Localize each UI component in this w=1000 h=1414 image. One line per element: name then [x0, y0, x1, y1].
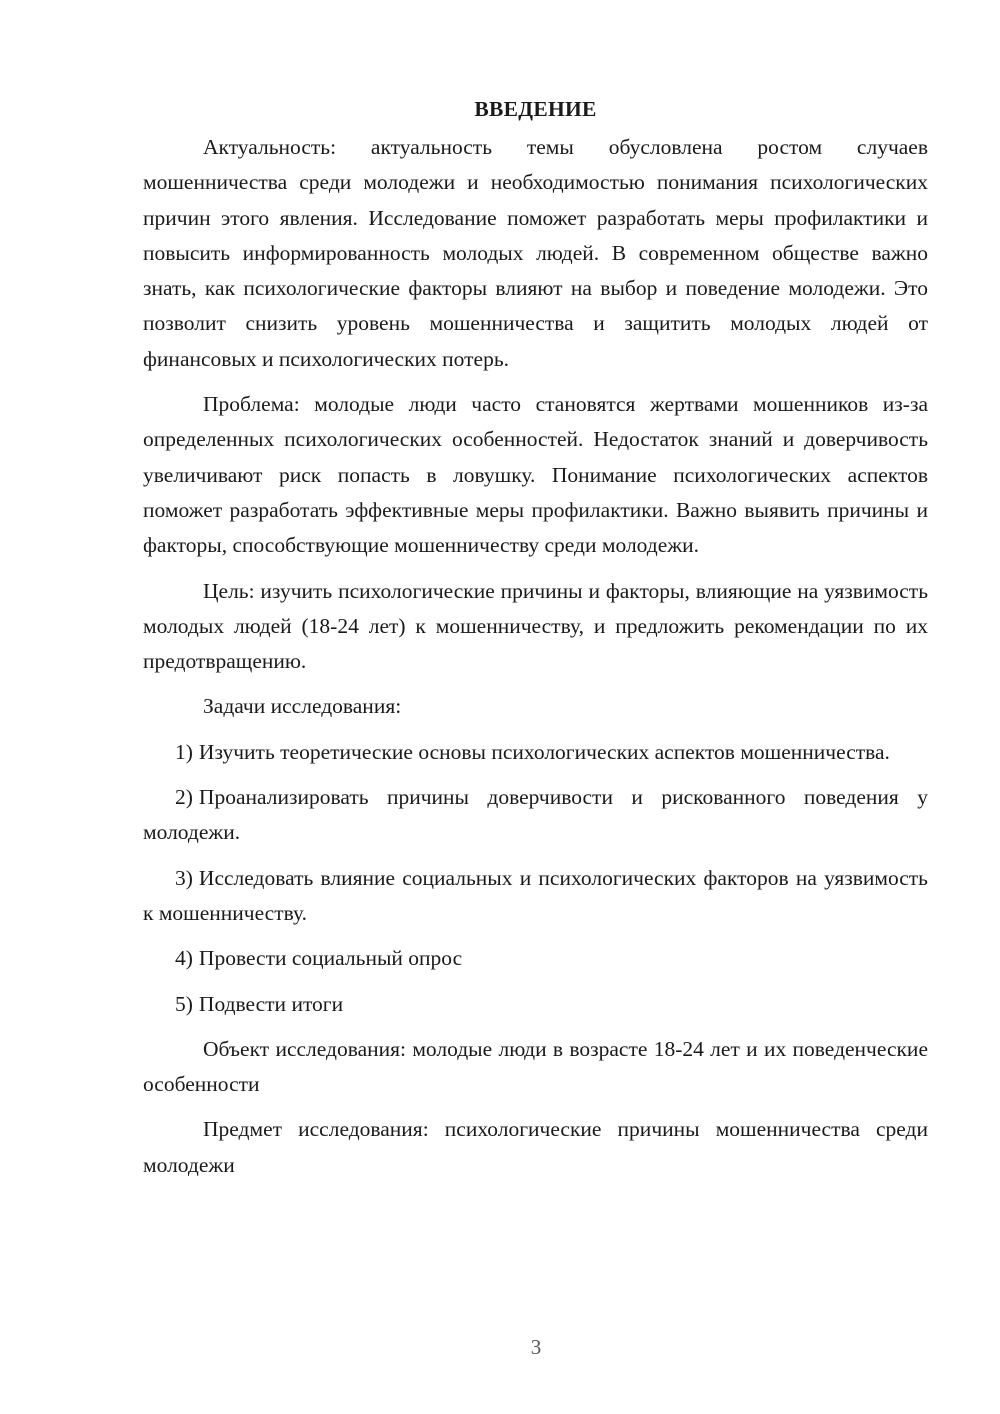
- paragraph-problem: Проблема: молодые люди часто становятся жертвами мошенников из-за определенных психологических особенностей. Недостаток знаний и доверчивость увеличивают риск попасть в ловушку. Понимание психологических аспектов поможет разработать эффективные меры профилактики. Важно выявить причины и факторы, способствующие мошенничеству среди молодежи.: [143, 392, 928, 558]
- section-title: ВВЕДЕНИЕ: [474, 97, 597, 121]
- tasks-list: [143, 735, 928, 1022]
- list-item-text: Проанализировать причины доверчивости и рискованного поведения у молодежи.: [143, 785, 928, 845]
- list-item-number: 3): [175, 865, 193, 890]
- list-item-number: 1): [175, 739, 193, 764]
- page-content: [143, 92, 928, 1193]
- list-item-text: Изучить теоретические основы психологических аспектов мошенничества.: [198, 739, 890, 764]
- page-number: 3: [530, 1335, 542, 1359]
- paragraph-object: Объект исследования: молодые люди в возрасте 18-24 лет и их поведенческие особенности: [143, 1036, 928, 1097]
- list-item: [143, 987, 928, 1022]
- paragraph-subject: Предмет исследования: психологические причины мошенничества среди молодежи: [143, 1117, 928, 1177]
- list-item-number: 5): [175, 991, 193, 1016]
- list-item-text: Исследовать влияние социальных и психологических факторов на уязвимость к мошенничеству.: [143, 865, 928, 925]
- list-item-text: Провести социальный опрос: [198, 946, 463, 971]
- paragraph-goal: Цель: изучить психологические причины и факторы, влияющие на уязвимость молодых людей (18-24 лет) к мошенничеству, и предложить рекомендации по их предотвращению.: [143, 578, 928, 674]
- list-item: [143, 861, 928, 932]
- tasks-heading: Задачи исследования:: [203, 694, 402, 719]
- list-item: [143, 780, 928, 851]
- list-item: [143, 941, 928, 976]
- list-item-text: Подвести итоги: [198, 991, 344, 1016]
- list-item-number: 4): [175, 946, 193, 971]
- paragraph-relevance: Актуальность: актуальность темы обусловлена ростом случаев мошенничества среди молодежи и необходимостью понимания психологических причин этого явления. Исследование поможет разработать меры профилактики и повысить информированность молодых людей. В современном обществе важно знать, как психологические факторы влияют на выбор и поведение молодежи. Это позволит снизить уровень мошенничества и защитить молодых людей от финансовых и психологических потерь.: [143, 135, 928, 371]
- list-item-number: 2): [175, 785, 193, 810]
- list-item: [143, 735, 928, 770]
